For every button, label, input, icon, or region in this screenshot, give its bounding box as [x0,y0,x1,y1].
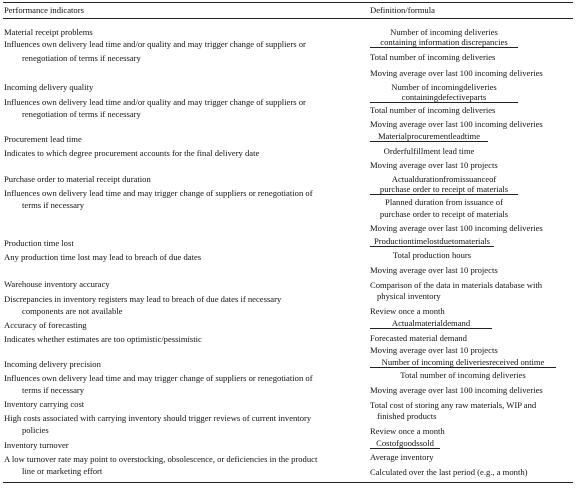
formula-note: Calculated over the last period (e.g., a month) [370,467,528,477]
indicator-description: Indicates to which degree procurement accounts for the final delivery date [4,148,260,158]
formula-note: Moving average over last 10 projects [370,345,498,355]
indicator-name: Inventory turnover [4,440,69,450]
formula-denominator: purchase order to receipt of materials [379,209,509,219]
formula-note: Moving average over last 100 incoming deliveries [370,385,543,395]
formula-note: Moving average over last 100 incoming deliveries [370,119,543,129]
formula-numerator: containingdefectiveparts [370,92,518,103]
indicator-description: Any production time lost may lead to breach of due dates [4,252,202,262]
formula-denominator: Average inventory [370,452,434,462]
table-top-rule [3,2,573,3]
indicator-description: A low turnover rate may point to overstocking, obsolescence, or deficiencies in the product [4,454,318,464]
indicator-description: terms if necessary [22,385,85,395]
indicator-name: Accuracy of forecasting [4,320,87,330]
formula-text: physical inventory [377,291,441,301]
header-rule [3,18,573,19]
table-bottom-rule [3,482,573,483]
formula-note: Review once a month [370,306,445,316]
indicator-description: High costs associated with carrying inventory should trigger reviews of current inventory [4,413,312,423]
formula-denominator: Forecasted material demand [370,333,467,343]
indicator-description: Influences own delivery lead time and may trigger change of suppliers or renegotiation of [4,373,313,383]
formula-denominator: Total number of incoming deliveries [370,105,496,115]
indicator-name: Incoming delivery quality [4,82,94,92]
indicator-name: Procurement lead time [4,134,82,144]
formula-numerator: containing information discrepancies [370,37,518,48]
formula-numerator: purchase order to receipt of materials [370,184,518,195]
formula-note: Moving average over last 100 incoming deliveries [370,68,543,78]
formula-numerator: Number of incoming deliveries [390,27,498,37]
formula-note: Review once a month [370,426,445,436]
indicator-description: Influences own delivery lead time and may trigger change of suppliers or renegotiation of [4,188,313,198]
indicator-description: policies [22,425,49,435]
indicator-description: terms if necessary [22,200,85,210]
formula-numerator: Productiontimelostduetomaterials [370,236,494,247]
formula-note: Moving average over last 100 incoming deliveries [370,223,543,233]
indicator-name: Warehouse inventory accuracy [4,279,110,289]
formula-numerator: Costofgoodssold [370,438,440,449]
formula-note: Moving average over last 10 projects [370,160,498,170]
header-definition-formula: Definition/formula [370,5,435,15]
formula-denominator: Total number of incoming deliveries [400,370,526,380]
formula-text: Total cost of storing any raw materials, WIP and [370,400,537,410]
formula-numerator: Number of incoming deliveriesreceived ontime [370,357,556,368]
formula-numerator: Number of incomingdeliveries [391,82,497,92]
indicator-description: components are not available [22,306,123,316]
indicator-description: Influences own delivery lead time and/or quality and may trigger change of suppliers or [4,39,306,49]
formula-note: Moving average over last 10 projects [370,265,498,275]
formula-numerator: Actualmaterialdemand [370,318,492,329]
indicator-description: Indicates whether estimates are too optimistic/pessimistic [4,334,202,344]
indicator-name: Incoming delivery precision [4,359,101,369]
indicator-description: Discrepancies in inventory registers may lead to breach of due dates if necessary [4,294,282,304]
indicator-description: line or marketing effort [22,466,103,476]
indicator-description: renegotiation of terms if necessary [22,109,141,119]
formula-denominator: Total number of incoming deliveries [370,52,496,62]
indicator-name: Purchase order to material receipt duration [4,174,151,184]
formula-denominator: Orderfulfillment lead time [383,146,475,156]
indicator-name: Material receipt problems [4,27,93,37]
indicator-description: renegotiation of terms if necessary [22,53,141,63]
formula-text: finished products [377,411,437,421]
indicator-name: Inventory carrying cost [4,399,85,409]
header-performance-indicators: Performance indicators [4,5,84,15]
indicator-description: Influences own delivery lead time and/or quality and may trigger change of suppliers or [4,97,306,107]
formula-numerator: Actualdurationfromissuanceof [391,174,497,184]
formula-numerator: Materialprocurementleadtime [370,131,488,142]
formula-denominator: Total production hours [392,250,472,260]
formula-denominator: Planned duration from issuance of [385,197,503,207]
indicator-name: Production time lost [4,238,74,248]
formula-text: Comparison of the data in materials database with [370,280,543,290]
